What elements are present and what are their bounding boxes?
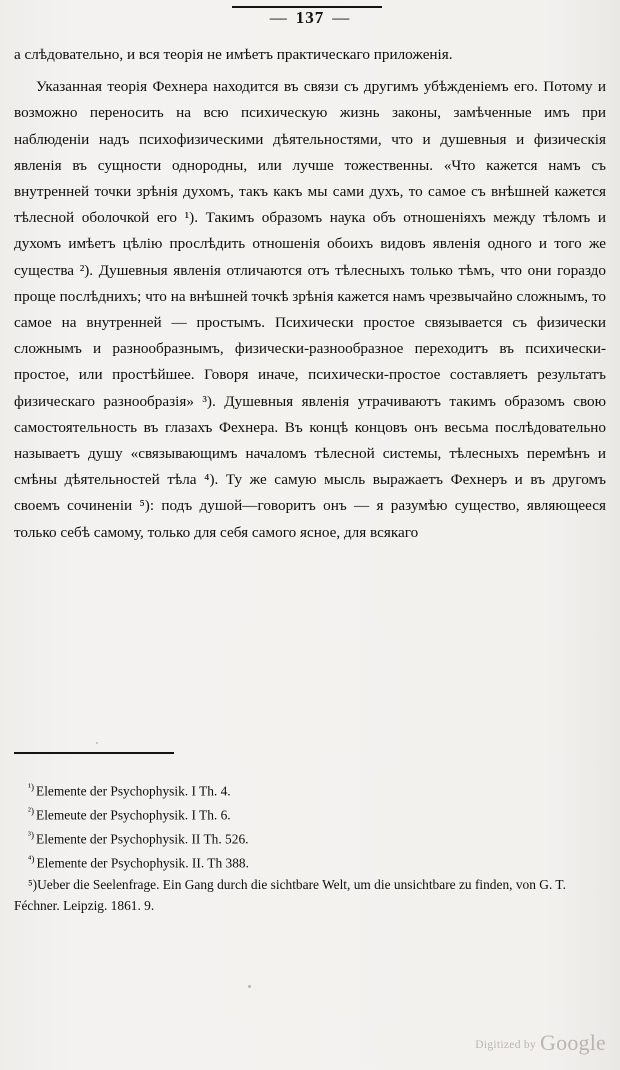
footnote-marker: ⁵) [28, 876, 38, 892]
scan-speck [96, 742, 98, 744]
footnote-text: Elemeute der Psychophysik. I Th. 6. [36, 807, 231, 823]
watermark-brand: Google [540, 1030, 606, 1055]
watermark-by-label: Digitized by [475, 1039, 537, 1051]
footnote-text: Ueber die Seelenfrage. Ein Gang durch die sichtbare Welt, um die unsichtbare zu finden, von G. T. Féchner. Leipzig. 1861. 9. [14, 876, 566, 913]
page-number-dash-left: — [269, 8, 288, 27]
footnote-item [14, 850, 574, 874]
footnote-marker: ⁴) [28, 854, 35, 865]
page-number [0, 8, 620, 28]
page-number-value: 137 [295, 8, 325, 27]
body-text [14, 42, 606, 546]
footnote-item [14, 778, 574, 802]
footnote-item [14, 802, 574, 826]
paragraph: Указанная теорія Фехнера находится въ связи съ другимъ убѣжденіемъ его. Потому и возможно переносить на всю психическую жизнь законы, замѣченные имъ при наблюденіи надъ психофизическими дѣятельностями, что и душевныя и физическія явленія въ сущности однородны, или лучше тожественны. «Что кажется намъ съ внутренней точки зрѣнія духомъ, такъ какъ мы сами духъ, то самое съ внѣшней кажется тѣлесной оболочкой его ¹). Такимъ образомъ наука объ отношеніяхъ между тѣломъ и духомъ имѣетъ цѣлію прослѣдить отношенія обоихъ видовъ явленія одного и того же существа ²). Душевныя явленія отличаются отъ тѣлесныхъ только тѣмъ, что они гораздо проще послѣднихъ; что на внѣшней точкѣ зрѣнія кажется намъ чрезвычайно сложнымъ, то самое на внутренней — простымъ. Психически простое связывается съ физически сложнымъ и разнообразнымъ, физически-разнообразное переходитъ въ психически-простое, или простѣйшее. Говоря иначе, психически-простое составляетъ результатъ физическаго разнообразія» ³). Душевныя явленія утрачиваютъ такимъ образомъ свою самостоятельность въ глазахъ Фехнера. Въ концѣ концовъ онъ весьма послѣдовательно называетъ душу «связывающимъ началомъ тѣлесной системы, тѣлесныхъ перемѣнъ и смѣны дѣятельностей тѣла ⁴). Ту же самую мысль выражаетъ Фехнеръ и въ другомъ своемъ сочиненіи ⁵): подъ душой—говоритъ онъ — я разумѣю существо, являющееся только себѣ самому, только для себя самого ясное, для всякаго [14, 78, 606, 541]
footnote-item [14, 826, 574, 850]
footnotes-section [14, 778, 574, 916]
footnote-text: Elemente der Psychophysik. I Th. 4. [36, 783, 231, 799]
footnote-item [14, 874, 574, 917]
paragraph: а слѣдовательно, и вся теорія не имѣетъ практическаго приложенія. [14, 46, 453, 63]
footnote-text: Elemente der Psychophysik. II. Th 388. [36, 855, 249, 871]
google-digitized-watermark [475, 1030, 606, 1056]
footnote-marker: ³) [28, 830, 35, 841]
scan-speck [248, 985, 251, 988]
footnote-marker: ²) [28, 806, 35, 817]
footnote-text: Elemente der Psychophysik. II Th. 526. [36, 831, 249, 847]
footnote-marker: ¹) [28, 783, 35, 793]
footnote-separator [14, 752, 174, 754]
page-number-dash-right: — [332, 8, 351, 27]
